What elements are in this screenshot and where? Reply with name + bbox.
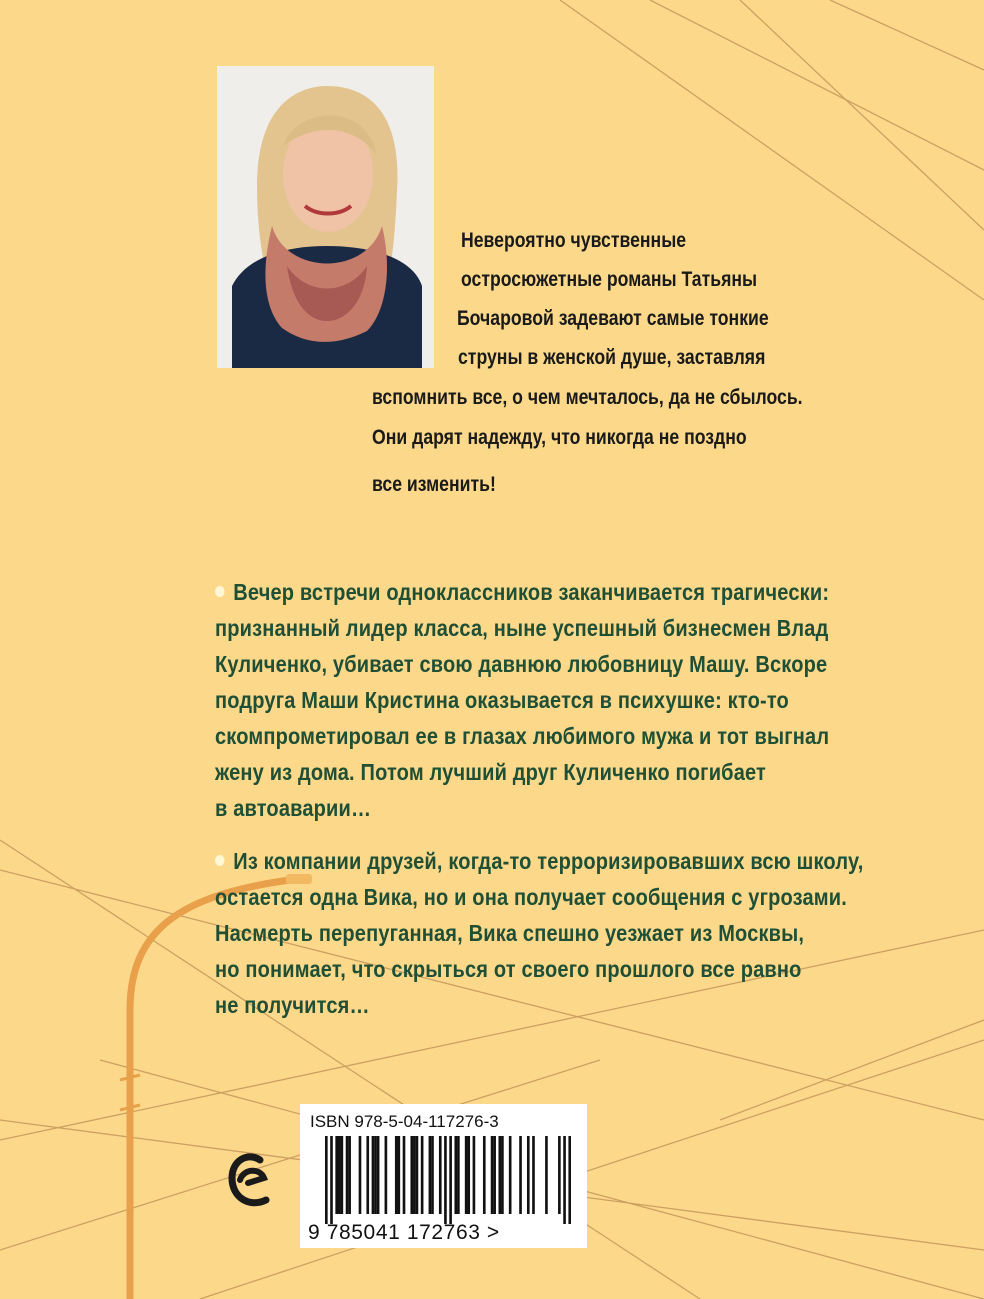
isbn-label: ISBN 978-5-04-117276-3 (310, 1112, 499, 1131)
barcode-bar (413, 1136, 416, 1214)
barcode-bar (473, 1136, 476, 1214)
eksmo-logo-icon (226, 1150, 274, 1212)
barcode-bar (366, 1136, 369, 1214)
description-line: но понимает, что скрыться от своего прошлого все равно (215, 956, 802, 982)
description-line: не получится… (215, 992, 370, 1018)
bullet-icon (215, 855, 225, 866)
bullet-icon (215, 586, 225, 597)
intro-line: Бочаровой задевают самые тонкие (457, 307, 769, 330)
isbn-barcode-box (300, 1104, 587, 1248)
barcode-bar (410, 1136, 413, 1214)
barcode-bar (501, 1136, 504, 1214)
barcode-bar (398, 1136, 401, 1214)
barcode-digits: 9 785041 172763 > (308, 1221, 500, 1244)
description-paragraph-2 (215, 843, 935, 1023)
author-portrait-photo-icon (217, 66, 434, 368)
description-text: Из компании друзей, когда-то терроризировавших всю школу, (233, 848, 864, 874)
intro-line: Они дарят надежду, что никогда не поздно (372, 426, 747, 449)
barcode-bar (467, 1136, 470, 1214)
barcode-bar (457, 1136, 460, 1214)
description-paragraph-1 (215, 574, 935, 826)
barcode-bar (374, 1136, 377, 1214)
barcode-bar (493, 1136, 496, 1214)
intro-line: остросюжетные романы Татьяны (461, 268, 758, 291)
description-line: Насмерть перепуганная, Вика спешно уезжает из Москвы, (215, 920, 805, 946)
barcode-bar (359, 1136, 362, 1214)
barcode-bar (348, 1136, 351, 1214)
barcode-bar (330, 1136, 333, 1224)
barcode-bar (439, 1136, 442, 1214)
description-line: жену из дома. Потом лучший друг Куличенко погибает (215, 759, 767, 785)
barcode-bar (527, 1136, 530, 1214)
barcode-bar (519, 1136, 522, 1214)
intro-line: вспомнить все, о чем мечталось, да не сбылось. (372, 386, 803, 409)
description-line (215, 843, 864, 879)
barcode-bar (335, 1136, 338, 1214)
description-line: скомпрометировал ее в глазах любимого мужа и тот выгнал (215, 723, 830, 749)
barcode-bar (449, 1136, 452, 1224)
description-line (215, 574, 841, 610)
barcode-bar (403, 1136, 406, 1214)
barcode-bar (325, 1136, 328, 1224)
barcode-bar (429, 1136, 432, 1214)
barcode-bar (416, 1136, 419, 1214)
barcode-bar (444, 1136, 447, 1224)
barcode-bar (483, 1136, 486, 1214)
barcode-bar (454, 1136, 457, 1214)
barcode-bar (568, 1136, 571, 1224)
barcode-bar (395, 1136, 398, 1214)
intro-line: струны в женской душе, заставляя (458, 346, 766, 369)
description-line: в автоаварии… (215, 795, 372, 821)
barcode-bar (532, 1136, 535, 1214)
description-line: подруга Маши Кристина оказывается в психушке: кто-то (215, 687, 789, 713)
description-line: Куличенко, убивает свою давнюю любовницу Машу. Вскоре (215, 651, 828, 677)
barcode-bar (545, 1136, 548, 1214)
barcode-bar (372, 1136, 375, 1214)
barcode-bar (341, 1136, 344, 1214)
author-photo (217, 66, 434, 368)
description-line: остается одна Вика, но и она получает сообщения с угрозами. (215, 884, 847, 910)
barcode-bar (338, 1136, 341, 1214)
barcode-bar (431, 1136, 434, 1214)
description-text: Вечер встречи одноклассников заканчивается трагически: (233, 579, 830, 605)
barcode-icon (325, 1136, 571, 1224)
barcode-bar (421, 1136, 424, 1214)
description-line: признанный лидер класса, ныне успешный бизнесмен Влад (215, 615, 829, 641)
barcode-bar (509, 1136, 512, 1214)
barcode-bar (385, 1136, 388, 1214)
barcode-bar (346, 1136, 349, 1214)
barcode-bar (558, 1136, 561, 1214)
intro-line: Невероятно чувственные (461, 229, 687, 252)
barcode-bar (377, 1136, 380, 1214)
barcode-bar (498, 1136, 501, 1214)
barcode-bar (491, 1136, 494, 1214)
intro-line: все изменить! (372, 473, 496, 496)
barcode-bar (465, 1136, 468, 1214)
barcode-bar (563, 1136, 566, 1224)
